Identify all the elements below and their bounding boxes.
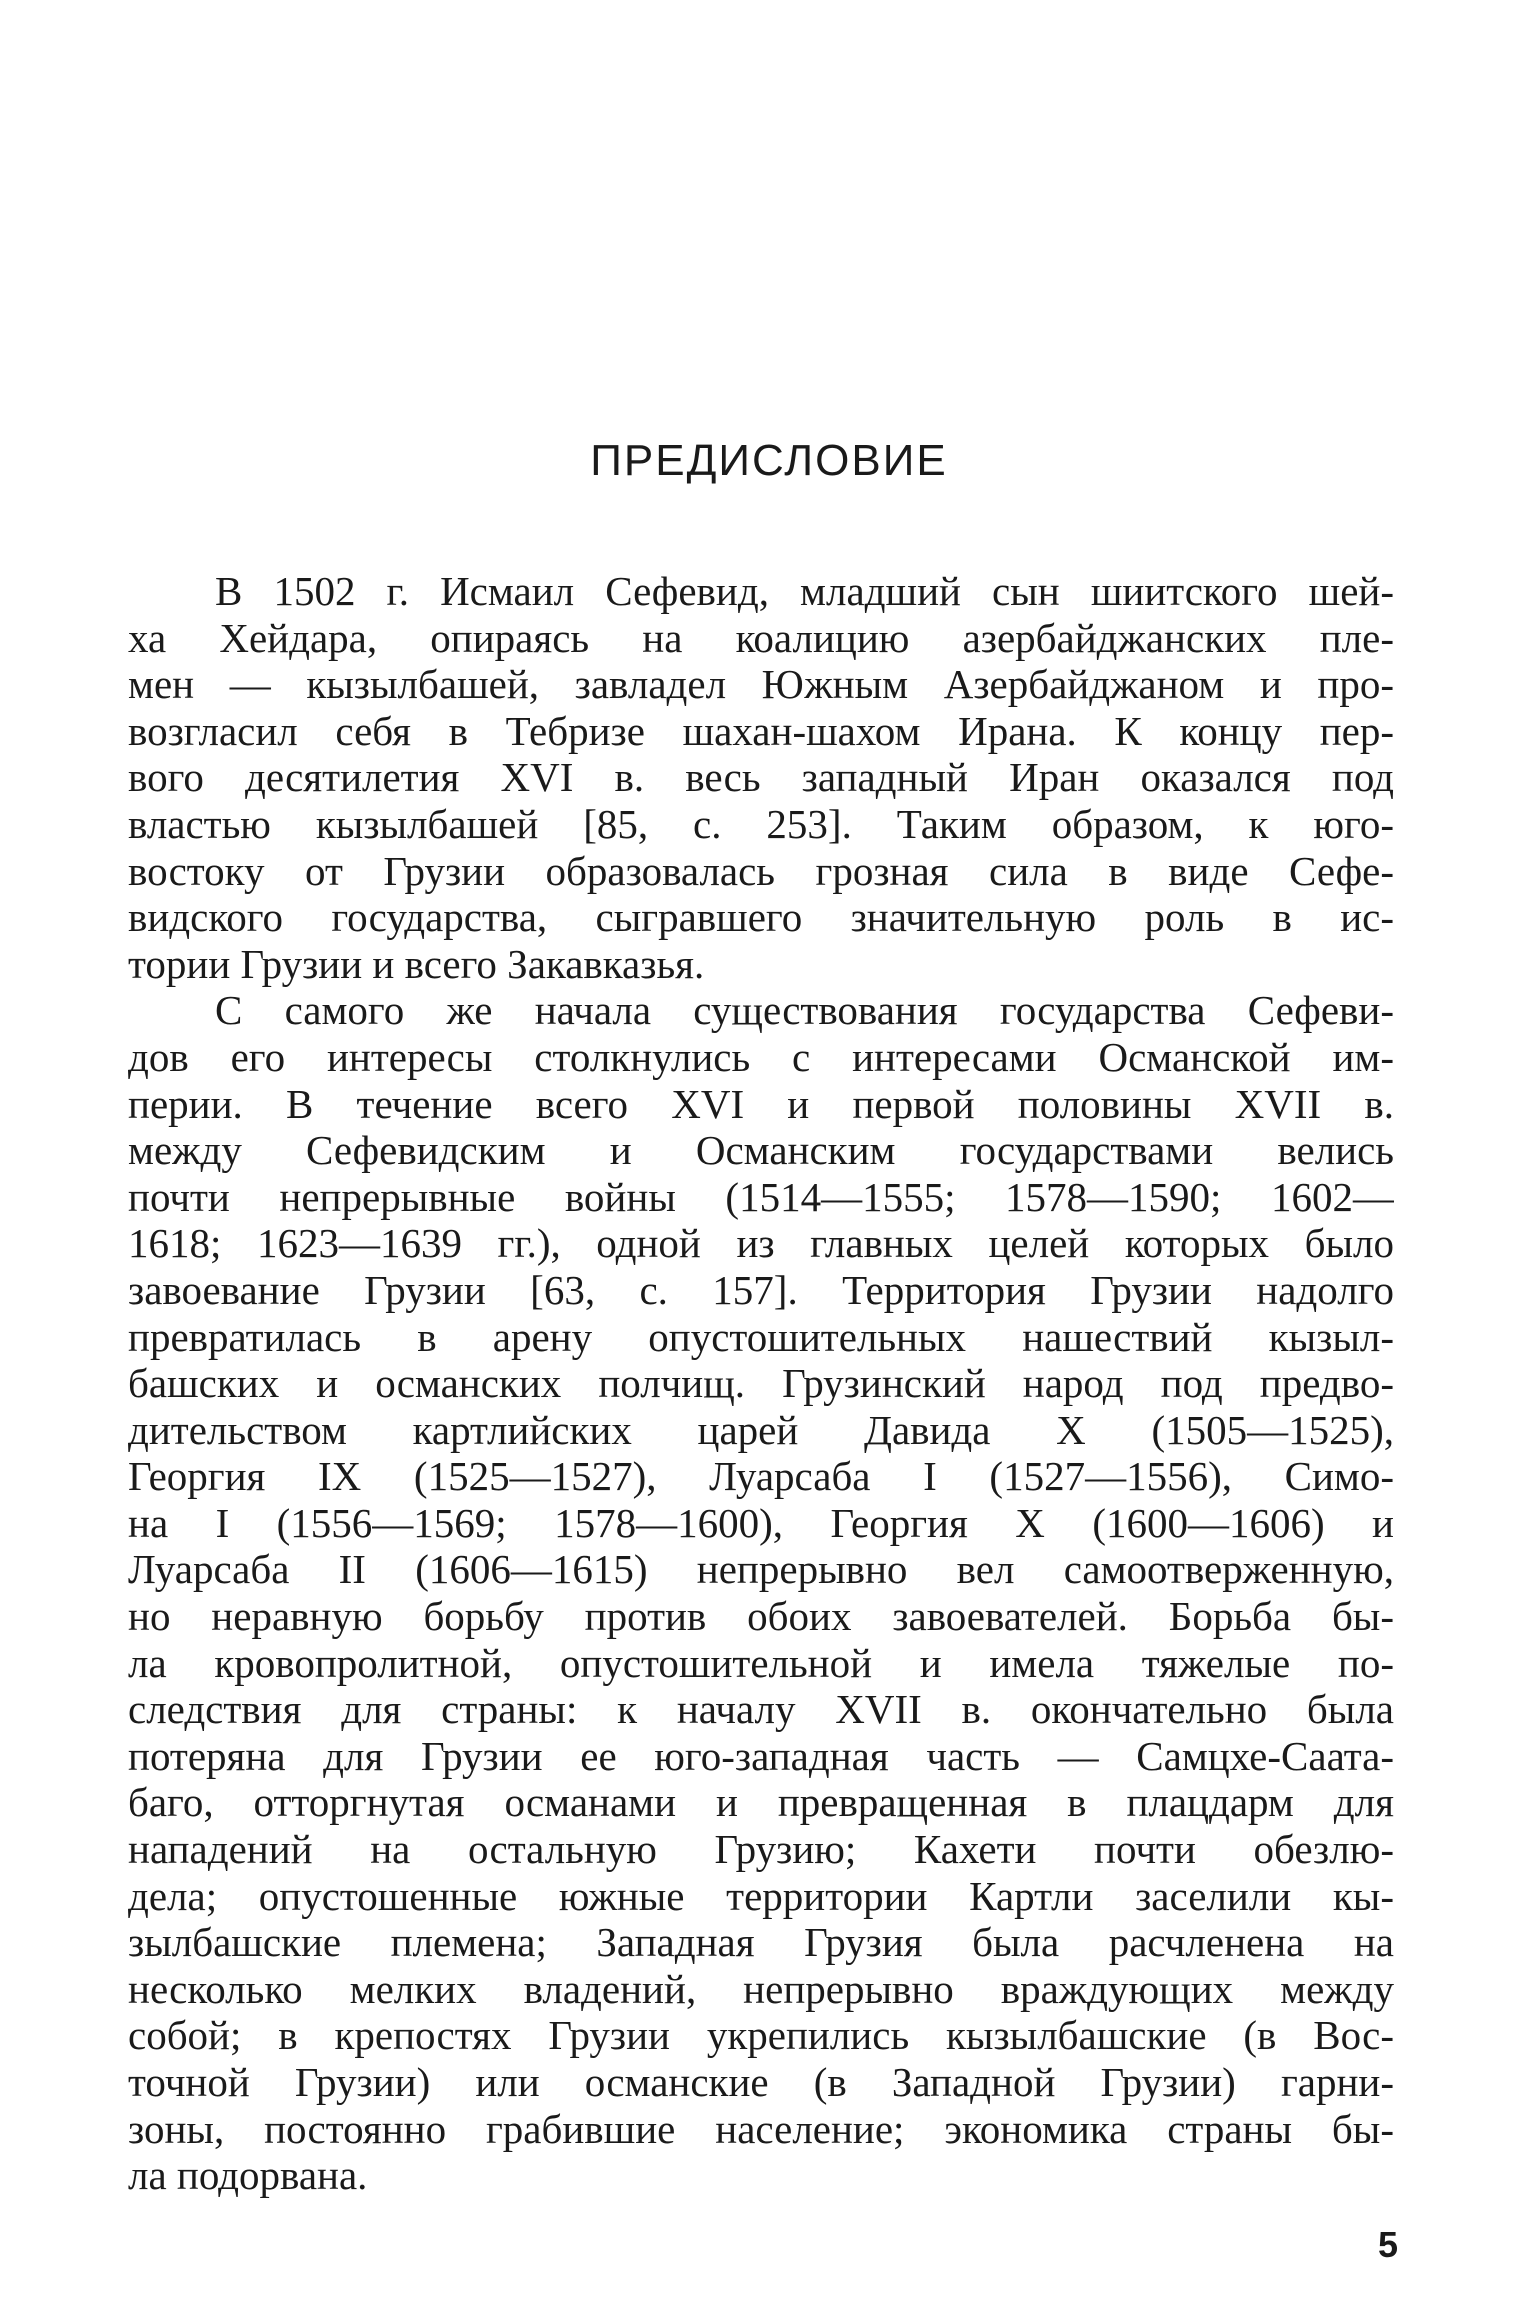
text-line: но неравную борьбу против обоих завоевателей. Борьба бы-	[128, 1593, 1394, 1640]
text-line: несколько мелких владений, непрерывно враждующих между	[128, 1965, 1394, 2012]
text-line: ла подорвана.	[128, 2152, 368, 2199]
text-line: между Сефевидским и Османским государствами велись	[128, 1127, 1394, 1174]
text-line: востоку от Грузии образовалась грозная сила в виде Сефе-	[128, 847, 1394, 894]
text-line: следствия для страны: к началу XVII в. окончательно была	[128, 1686, 1394, 1733]
text-line: ха Хейдара, опираясь на коалицию азербайджанских пле-	[128, 614, 1394, 661]
paragraph-1	[128, 568, 1394, 987]
text-line: В 1502 г. Исмаил Сефевид, младший сын шиитского шей-	[215, 568, 1394, 614]
text-line: собой; в крепостях Грузии укрепились кызылбашские (в Вос-	[128, 2012, 1394, 2059]
text-line: властью кызылбашей [85, с. 253]. Таким образом, к юго-	[128, 800, 1394, 847]
text-line: на I (1556—1569; 1578—1600), Георгия X (1600—1606) и	[128, 1499, 1394, 1546]
text-line: ла кровопролитной, опустошительной и имела тяжелые по-	[128, 1639, 1394, 1686]
paragraph-2	[128, 987, 1394, 2198]
text-line: дов его интересы столкнулись с интересами Османской им-	[128, 1033, 1394, 1080]
text-line: почти непрерывные войны (1514—1555; 1578—1590; 1602—	[128, 1173, 1394, 1220]
text-line: превратилась в арену опустошительных нашествий кызыл-	[128, 1313, 1394, 1360]
text-line: перии. В течение всего XVI и первой половины XVII в.	[128, 1080, 1394, 1127]
text-line: возгласил себя в Тебризе шахан-шахом Ирана. К концу пер-	[128, 707, 1394, 754]
text-line: видского государства, сыгравшего значительную роль в ис-	[128, 894, 1394, 941]
text-line: тории Грузии и всего Закавказья.	[128, 940, 705, 987]
text-line: нападений на остальную Грузию; Кахети почти обезлю-	[128, 1826, 1394, 1873]
text-line: потеряна для Грузии ее юго-западная часть — Самцхе-Саата-	[128, 1732, 1394, 1779]
text-line: завоевание Грузии [63, с. 157]. Территория Грузии надолго	[128, 1266, 1394, 1313]
text-line: Георгия IX (1525—1527), Луарсаба I (1527—1556), Симо-	[128, 1453, 1394, 1500]
text-line: дительством картлийских царей Давида X (1505—1525),	[128, 1406, 1394, 1453]
body-text	[128, 568, 1394, 2199]
text-line: вого десятилетия XVI в. весь западный Иран оказался под	[128, 754, 1394, 801]
text-line: Луарсаба II (1606—1615) непрерывно вел самоотверженную,	[128, 1546, 1394, 1593]
chapter-heading: ПРЕДИСЛОВИЕ	[590, 436, 948, 485]
text-line: С самого же начала существования государства Сефеви-	[215, 987, 1394, 1034]
text-line: баго, отторгнутая османами и превращенная в плацдарм для	[128, 1779, 1394, 1826]
page-number: 5	[1378, 2224, 1399, 2265]
text-line: точной Грузии) или османские (в Западной Грузии) гарни-	[128, 2059, 1394, 2105]
text-line: зоны, постоянно грабившие население; экономика страны бы-	[128, 2105, 1394, 2152]
text-line: башских и османских полчищ. Грузинский народ под предво-	[128, 1360, 1394, 1407]
text-line: зылбашские племена; Западная Грузия была расчленена на	[128, 1919, 1394, 1966]
text-line: мен — кызылбашей, завладел Южным Азербайджаном и про-	[128, 661, 1394, 708]
text-line: 1618; 1623—1639 гг.), одной из главных целей которых было	[128, 1220, 1394, 1267]
text-line: дела; опустошенные южные территории Картли заселили кы-	[128, 1872, 1394, 1919]
